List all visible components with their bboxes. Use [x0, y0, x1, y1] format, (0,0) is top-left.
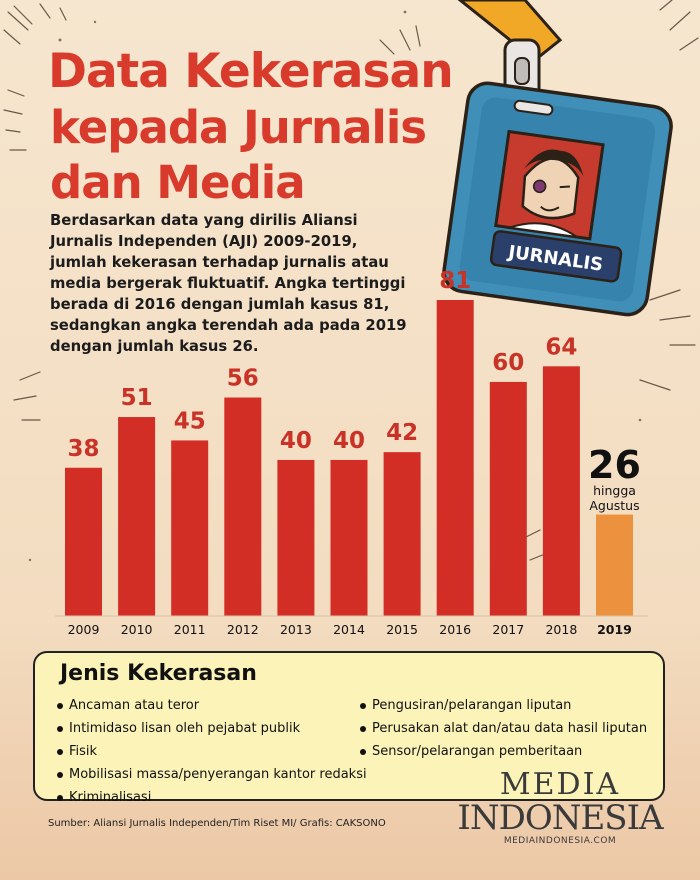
bullet-icon	[57, 703, 63, 709]
list-item	[57, 763, 367, 786]
bar-2016	[437, 300, 474, 616]
bullet-icon	[57, 749, 63, 755]
list-item-label: Fisik	[69, 744, 98, 759]
list-item-label: Sensor/pelarangan pemberitaan	[372, 744, 583, 759]
value-label-2017: 60	[492, 349, 525, 376]
value-label-2016: 81	[439, 268, 472, 294]
page-title-line-2: kepada Jurnalis	[50, 101, 427, 154]
x-tick-label-2011: 2011	[173, 622, 206, 637]
bar-2018	[543, 366, 580, 616]
value-label-2015: 42	[386, 420, 419, 447]
x-tick-label-2017: 2017	[492, 622, 525, 637]
bar-2009	[65, 468, 102, 616]
value-label-2018: 64	[545, 334, 578, 361]
x-tick-label-2018: 2018	[545, 622, 578, 637]
highlight-note-line-1: hingga	[593, 483, 636, 498]
bar-2012	[224, 398, 261, 616]
value-label-2013: 40	[279, 427, 312, 454]
x-tick-label-2014: 2014	[333, 622, 365, 637]
bullet-icon	[360, 726, 366, 732]
list-item	[360, 694, 647, 717]
list-item	[360, 717, 647, 740]
x-tick-label-2013: 2013	[279, 622, 312, 637]
bar-2014	[331, 460, 368, 616]
page-title-line-3: dan Media	[50, 156, 305, 209]
list-item	[57, 740, 367, 763]
value-label-2019: 26	[588, 443, 641, 487]
violence-type-list-left	[57, 694, 367, 809]
bullet-icon	[57, 772, 63, 778]
bar-2011	[171, 440, 208, 616]
highlight-note-line-2: Agustus	[589, 498, 640, 513]
list-item	[57, 717, 367, 740]
panel-heading: Jenis Kekerasan	[60, 661, 257, 686]
bullet-icon	[360, 703, 366, 709]
bullet-icon	[57, 795, 63, 801]
logo-url: MEDIAINDONESIA.COM	[503, 836, 617, 846]
bar-2013	[277, 460, 314, 616]
logo-text-media: MEDIA	[499, 767, 621, 802]
list-item-label: Mobilisasi massa/penyerangan kantor redaksi	[69, 767, 367, 782]
x-tick-label-2016: 2016	[439, 622, 472, 637]
logo-text-indonesia: INDONESIA	[457, 798, 663, 838]
bar-2017	[490, 382, 527, 616]
x-tick-label-2010: 2010	[120, 622, 153, 637]
value-label-2009: 38	[67, 435, 100, 462]
badge-label: JURNALIS	[507, 241, 605, 276]
list-item-label: Intimidaso lisan oleh pejabat publik	[69, 721, 301, 736]
list-item-label: Ancaman atau teror	[69, 698, 200, 713]
bullet-icon	[57, 726, 63, 732]
bullet-icon	[360, 749, 366, 755]
list-item	[57, 694, 367, 717]
x-tick-label-2019: 2019	[597, 622, 632, 637]
x-tick-label-2015: 2015	[386, 622, 419, 637]
intro-paragraph: Berdasarkan data yang dirilis Aliansi Jurnalis Independen (AJI) 2009-2019, jumlah kekerasan terhadap jurnalis atau media bergerak fluktuatif. Angka tertinggi berada di 2016 dengan jumlah kasus 81, sedangkan angka terendah ada pada 2019 dengan jumlah kasus 26.	[50, 212, 407, 355]
value-label-2012: 56	[226, 365, 259, 392]
x-tick-label-2012: 2012	[226, 622, 259, 637]
page-title-line-1: Data Kekerasan	[48, 44, 453, 99]
source-credit: Sumber: Aliansi Jurnalis Independen/Tim Riset MI/ Grafis: CAKSONO	[48, 818, 386, 829]
value-label-2011: 45	[173, 408, 206, 435]
value-label-2014: 40	[332, 427, 366, 454]
bar-2010	[118, 417, 155, 616]
bar-2015	[384, 452, 421, 616]
media-indonesia-logo	[455, 767, 665, 850]
x-tick-label-2009: 2009	[67, 622, 100, 637]
list-item-label: Perusakan alat dan/atau data hasil liputan	[372, 721, 648, 736]
list-item	[360, 740, 647, 763]
violence-type-list-right	[360, 694, 647, 763]
value-label-2010: 51	[120, 385, 153, 412]
list-item-label: Kriminalisasi	[69, 790, 152, 805]
bar-2019	[596, 515, 633, 616]
list-item-label: Pengusiran/pelarangan liputan	[372, 698, 572, 713]
x-axis-tick-labels	[68, 622, 632, 637]
list-item	[57, 786, 367, 809]
